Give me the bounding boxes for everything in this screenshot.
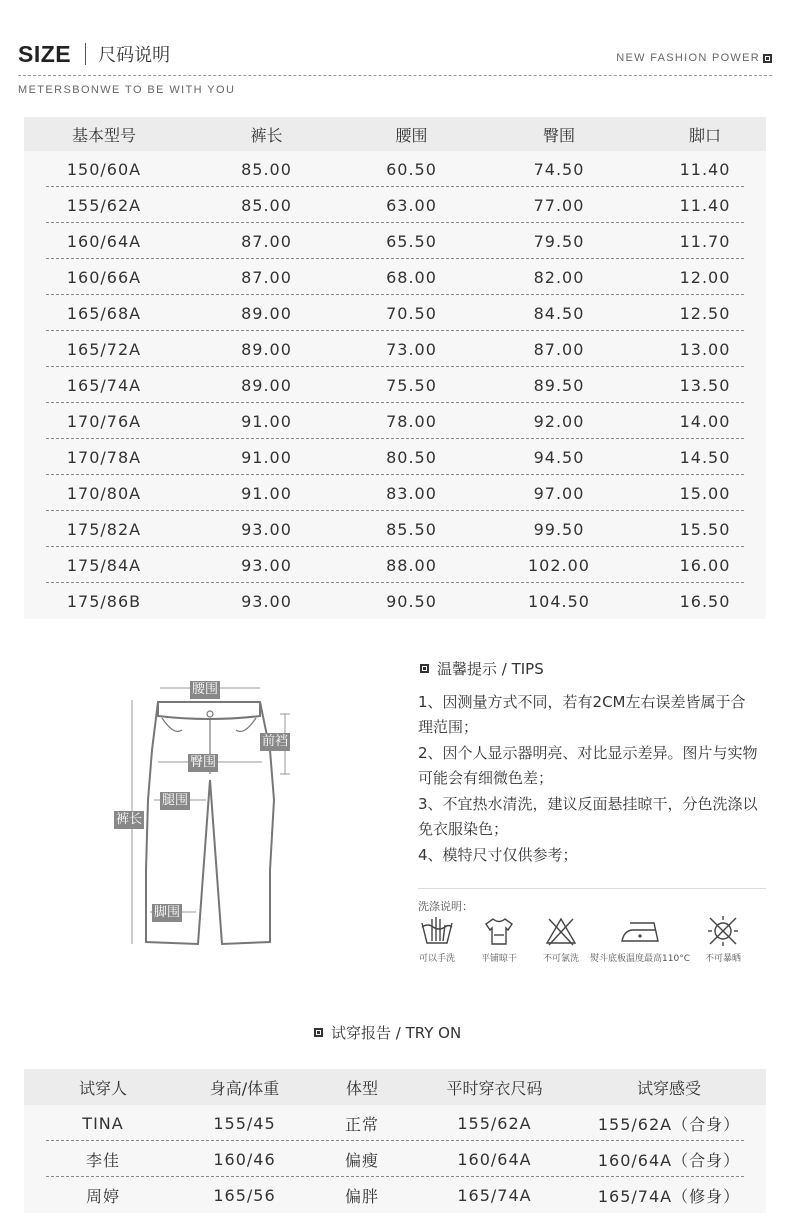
table-cell: 63.00 [386, 195, 437, 215]
table-cell: 正常 [344, 1114, 379, 1134]
wash-label: 平铺晾干 [480, 954, 517, 964]
rise-label: 前裆 [262, 734, 289, 749]
table-cell: 170/80A [66, 483, 142, 503]
column-header: 身高/体重 [209, 1078, 280, 1098]
table-cell: 175/82A [66, 519, 142, 539]
table-row [24, 403, 766, 439]
size-table-header [24, 117, 766, 151]
table-cell: 16.00 [679, 555, 731, 575]
waist-label: 腰围 [192, 682, 219, 697]
table-cell: 160/64A（合身） [597, 1150, 741, 1170]
table-cell: 165/74A（修身） [597, 1186, 741, 1206]
table-cell: 165/56 [213, 1185, 276, 1205]
table-row [24, 331, 766, 367]
table-cell: 175/84A [66, 555, 142, 575]
table-cell: 89.50 [533, 375, 585, 395]
table-cell: 60.50 [386, 159, 437, 179]
table-row [24, 547, 766, 583]
wash-divider [418, 888, 766, 889]
table-cell: 99.50 [533, 519, 585, 539]
column-header: 试穿人 [78, 1078, 127, 1098]
wash-label: 可以手洗 [418, 954, 455, 964]
table-cell: 68.00 [386, 267, 437, 287]
table-cell: 87.00 [241, 231, 292, 251]
table-cell: 12.50 [679, 303, 731, 323]
column-header: 基本型号 [71, 125, 136, 145]
table-row [24, 223, 766, 259]
table-cell: 65.50 [386, 231, 437, 251]
no-sun-icon [705, 915, 741, 947]
table-cell: 15.50 [679, 519, 731, 539]
square-bullet-icon [314, 1028, 323, 1037]
wash-item [590, 915, 690, 964]
table-cell: 94.50 [533, 447, 585, 467]
table-cell: 84.50 [533, 303, 585, 323]
table-cell: 93.00 [241, 555, 292, 575]
table-cell: 11.40 [679, 195, 731, 215]
table-row [24, 1177, 766, 1213]
column-header: 体型 [345, 1078, 378, 1098]
square-bullet-icon [420, 664, 429, 673]
hem-label: 脚围 [154, 905, 181, 920]
tip-item: 2、因个人显示器明亮、对比显示差异。图片与实物可能会有细微色差； [418, 744, 758, 787]
table-row [24, 1141, 766, 1177]
hip-label: 臀围 [190, 755, 217, 770]
table-cell: 170/78A [66, 447, 142, 467]
table-cell: 14.50 [679, 447, 731, 467]
table-cell: 97.00 [533, 483, 585, 503]
table-cell: 89.00 [241, 375, 292, 395]
table-cell: 85.00 [241, 195, 292, 215]
table-cell: 93.00 [241, 519, 292, 539]
table-cell: 155/62A（合身） [597, 1114, 741, 1134]
table-cell: 93.00 [241, 591, 292, 611]
size-table [24, 117, 766, 619]
table-row [24, 475, 766, 511]
header-subtitle: METERSBONWE TO BE WITH YOU [18, 84, 236, 96]
table-cell: 165/74A [457, 1185, 532, 1205]
table-cell: 165/74A [66, 375, 142, 395]
table-cell: 90.50 [386, 591, 437, 611]
table-cell: 175/86B [66, 591, 142, 611]
table-cell: 155/45 [213, 1113, 276, 1133]
tips-heading [420, 658, 544, 679]
table-cell: 11.40 [679, 159, 731, 179]
tip-item: 3、不宜热水清洗，建议反面悬挂晾干，分色洗涤以免衣服染色； [418, 795, 758, 838]
table-row [24, 295, 766, 331]
table-cell: 155/62A [66, 195, 142, 215]
table-cell: 165/68A [66, 303, 142, 323]
table-cell: 104.50 [528, 591, 590, 611]
table-cell: 160/66A [66, 267, 142, 287]
table-cell: 102.00 [528, 555, 590, 575]
pants-diagram [110, 670, 310, 960]
no-bleach-icon [544, 915, 578, 947]
hand-wash-icon [419, 915, 455, 947]
table-cell: 周婷 [85, 1186, 120, 1206]
table-cell: 13.00 [679, 339, 731, 359]
table-cell: 92.00 [533, 411, 585, 431]
table-cell: 91.00 [241, 447, 292, 467]
column-header: 平时穿衣尺码 [446, 1078, 543, 1098]
table-cell: TINA [82, 1113, 124, 1133]
column-header: 脚口 [688, 125, 721, 145]
table-row [24, 439, 766, 475]
table-cell: 155/62A [457, 1113, 532, 1133]
size-heading-cn: 尺码说明 [98, 45, 171, 66]
table-cell: 87.00 [533, 339, 585, 359]
table-row [24, 583, 766, 619]
table-cell: 85.00 [241, 159, 292, 179]
table-cell: 13.50 [679, 375, 731, 395]
length-label: 裤长 [116, 812, 143, 827]
wash-label: 不可氯洗 [542, 954, 579, 964]
table-cell: 80.50 [386, 447, 437, 467]
thigh-label: 腿围 [162, 793, 189, 808]
table-cell: 78.00 [386, 411, 437, 431]
table-cell: 79.50 [533, 231, 585, 251]
wash-item [536, 915, 586, 964]
table-cell: 87.00 [241, 267, 292, 287]
wash-label: 熨斗底板温度最高110°C [590, 954, 690, 964]
column-header: 臀围 [542, 125, 575, 145]
column-header: 裤长 [250, 125, 283, 145]
page-header [18, 40, 170, 68]
table-row [24, 259, 766, 295]
table-cell: 12.00 [679, 267, 731, 287]
table-cell: 14.00 [679, 411, 731, 431]
header-tagline [616, 52, 772, 64]
wash-icons [412, 915, 772, 975]
square-bullet-icon [763, 54, 772, 63]
column-header: 试穿感受 [636, 1078, 701, 1098]
flat-dry-icon [482, 915, 516, 947]
table-cell: 165/72A [66, 339, 142, 359]
table-cell: 160/64A [457, 1149, 532, 1169]
table-cell: 150/60A [66, 159, 142, 179]
table-cell: 偏瘦 [344, 1150, 379, 1170]
table-cell: 160/46 [213, 1149, 276, 1169]
tryon-table-header [24, 1069, 766, 1105]
header-divider [85, 43, 86, 65]
table-cell: 170/76A [66, 411, 142, 431]
tryon-heading [314, 1022, 461, 1043]
table-cell: 85.50 [386, 519, 437, 539]
table-row [24, 187, 766, 223]
table-cell: 89.00 [241, 339, 292, 359]
wash-title: 洗涤说明： [418, 900, 473, 913]
table-cell: 16.50 [679, 591, 731, 611]
table-cell: 82.00 [533, 267, 585, 287]
table-cell: 77.00 [533, 195, 585, 215]
tagline-text: NEW FASHION POWER [616, 52, 760, 64]
wash-item [474, 915, 524, 964]
table-cell: 偏胖 [344, 1186, 379, 1206]
iron-icon [618, 915, 662, 947]
tryon-table [24, 1069, 766, 1213]
tip-item: 4、模特尺寸仅供参考； [418, 846, 578, 864]
table-row [24, 511, 766, 547]
tryon-title-text: 试穿报告 / TRY ON [331, 1024, 462, 1042]
table-cell: 89.00 [241, 303, 292, 323]
table-cell: 74.50 [533, 159, 585, 179]
table-cell: 11.70 [679, 231, 731, 251]
size-heading: SIZE [18, 40, 72, 67]
wash-label: 不可暴晒 [704, 954, 741, 964]
tips-list [418, 690, 758, 869]
table-row [24, 367, 766, 403]
table-row [24, 151, 766, 187]
table-cell: 李佳 [85, 1150, 120, 1170]
table-row [24, 1105, 766, 1141]
table-cell: 83.00 [386, 483, 437, 503]
table-cell: 15.00 [679, 483, 731, 503]
header-dashed-divider [18, 75, 772, 76]
table-cell: 160/64A [66, 231, 142, 251]
table-cell: 75.50 [386, 375, 437, 395]
table-cell: 70.50 [386, 303, 437, 323]
column-header: 腰围 [395, 125, 428, 145]
wash-item [412, 915, 462, 964]
table-cell: 88.00 [386, 555, 437, 575]
wash-item [698, 915, 748, 964]
table-cell: 73.00 [386, 339, 437, 359]
tip-item: 1、因测量方式不同，若有2CM左右误差皆属于合理范围； [418, 693, 746, 736]
table-cell: 91.00 [241, 483, 292, 503]
tips-title-text: 温馨提示 / TIPS [437, 660, 544, 678]
table-cell: 91.00 [241, 411, 292, 431]
